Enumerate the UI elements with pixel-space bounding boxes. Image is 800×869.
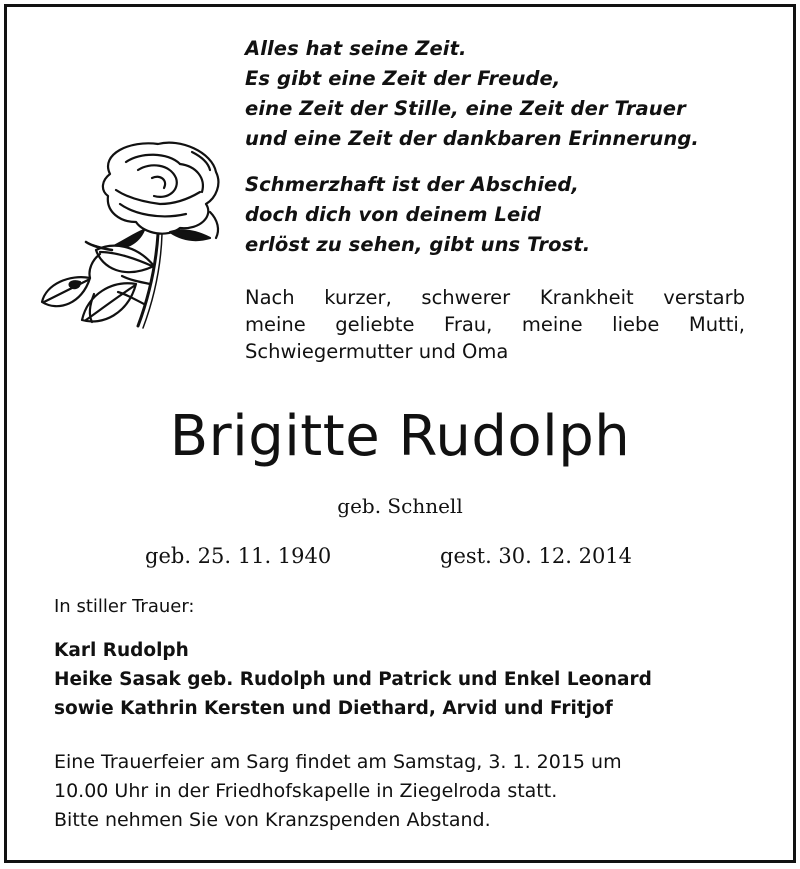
birth-date: geb. 25. 11. 1940 <box>145 544 332 568</box>
mourner-name: Karl Rudolph <box>54 640 189 661</box>
poem-line: eine Zeit der Stille, eine Zeit der Trauer <box>245 97 686 120</box>
poem-line: und eine Zeit der dankbaren Erinnerung. <box>245 127 699 150</box>
poem <box>245 34 765 276</box>
service-line: Eine Trauerfeier am Sarg findet am Samstag, 3. 1. 2015 um <box>54 751 622 773</box>
service-line: 10.00 Uhr in der Friedhofskapelle in Ziegelroda statt. <box>54 780 558 802</box>
poem-stanza-1 <box>245 34 765 154</box>
poem-line: Es gibt eine Zeit der Freude, <box>245 67 561 90</box>
poem-line: erlöst zu sehen, gibt uns Trost. <box>245 233 591 256</box>
death-date: gest. 30. 12. 2014 <box>440 544 633 568</box>
mourner-name: sowie Kathrin Kersten und Diethard, Arvid und Fritjof <box>54 698 613 719</box>
intro-line: meine geliebte Frau, meine liebe Mutti, <box>245 313 745 336</box>
death-announcement <box>245 284 745 365</box>
poem-line: Schmerzhaft ist der Abschied, <box>245 173 579 196</box>
poem-line: doch dich von deinem Leid <box>245 203 542 226</box>
poem-line: Alles hat seine Zeit. <box>245 37 467 60</box>
intro-line: Schwiegermutter und Oma <box>245 340 509 363</box>
rose-icon <box>40 134 230 334</box>
maiden-name: geb. Schnell <box>337 494 463 518</box>
intro-line: Nach kurzer, schwerer Krankheit verstarb <box>245 286 745 309</box>
service-line: Bitte nehmen Sie von Kranzspenden Abstand. <box>54 809 491 831</box>
poem-stanza-2 <box>245 170 765 260</box>
service-info <box>54 748 754 835</box>
mourner-name: Heike Sasak geb. Rudolph und Patrick und Enkel Leonard <box>54 669 652 690</box>
mourners-heading: In stiller Trauer: <box>54 596 195 617</box>
deceased-name: Brigitte Rudolph <box>169 404 631 469</box>
mourners-list <box>54 636 652 723</box>
